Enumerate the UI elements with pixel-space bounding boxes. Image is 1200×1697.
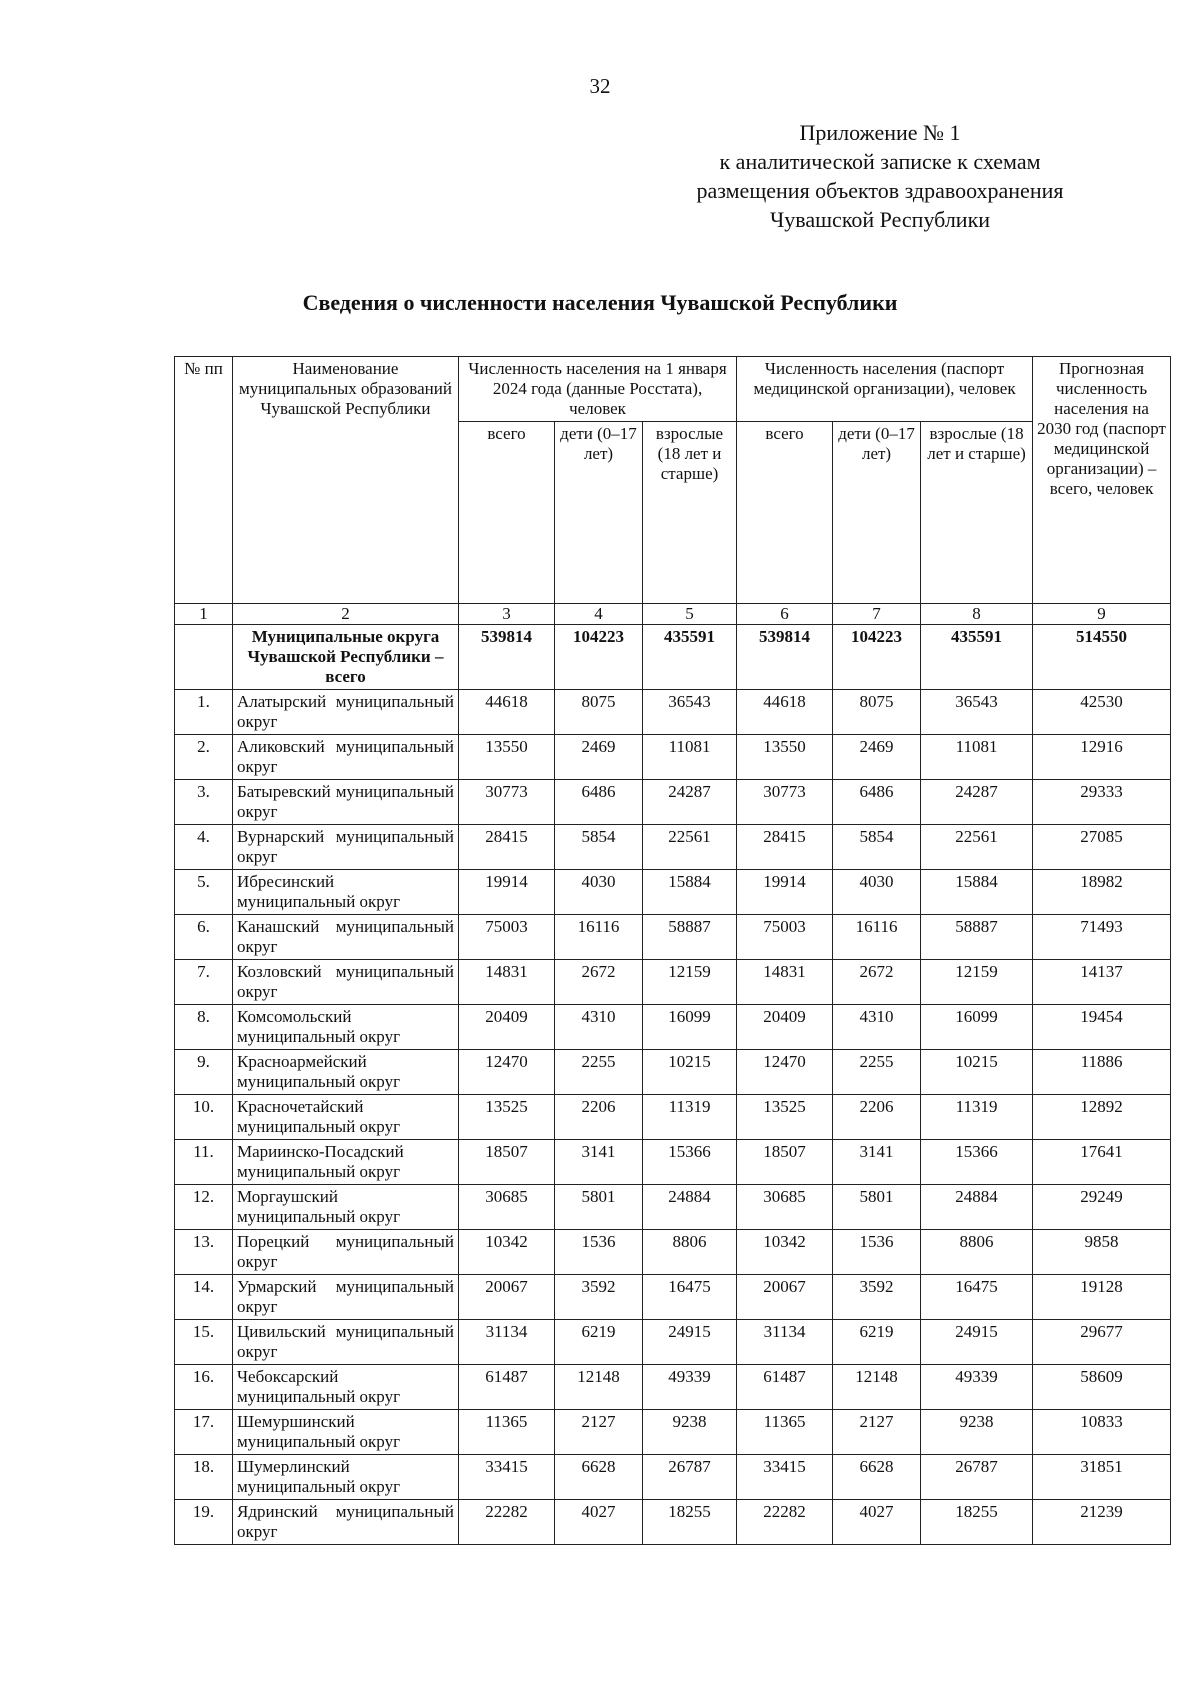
population-value: 49339 [921, 1365, 1033, 1410]
row-number: 18. [175, 1455, 233, 1500]
population-value: 11365 [737, 1410, 833, 1455]
appendix-line: размещения объектов здравоохранения [696, 178, 1064, 203]
district-name: Урмарский муниципальный округ [233, 1275, 459, 1320]
population-value: 5801 [833, 1185, 921, 1230]
row-number: 4. [175, 825, 233, 870]
population-value: 22561 [921, 825, 1033, 870]
table-row [175, 1410, 1171, 1455]
row-number: 12. [175, 1185, 233, 1230]
population-value: 10342 [459, 1230, 555, 1275]
population-value: 28415 [737, 825, 833, 870]
population-value: 6628 [833, 1455, 921, 1500]
district-name: Моргаушский муниципальный округ [233, 1185, 459, 1230]
population-value: 8075 [555, 690, 643, 735]
population-value: 49339 [643, 1365, 737, 1410]
population-value: 12148 [555, 1365, 643, 1410]
population-value: 10215 [643, 1050, 737, 1095]
row-number: 3. [175, 780, 233, 825]
population-value: 19914 [737, 870, 833, 915]
population-value: 11365 [459, 1410, 555, 1455]
population-value: 6219 [555, 1320, 643, 1365]
population-value: 3141 [833, 1140, 921, 1185]
population-value: 18255 [643, 1500, 737, 1545]
total-row [175, 625, 1171, 690]
total-row-value: 435591 [921, 625, 1033, 690]
district-name: Вурнарский муниципальный округ [233, 825, 459, 870]
population-value: 61487 [737, 1365, 833, 1410]
district-name: Красноармейский муниципальный округ [233, 1050, 459, 1095]
population-value: 24884 [643, 1185, 737, 1230]
total-row-value: 104223 [833, 625, 921, 690]
population-value: 24884 [921, 1185, 1033, 1230]
table-row [175, 1500, 1171, 1545]
header-total-rosstat: всего [459, 422, 555, 604]
row-number: 17. [175, 1410, 233, 1455]
population-value: 24287 [643, 780, 737, 825]
population-value: 13525 [459, 1095, 555, 1140]
row-number: 14. [175, 1275, 233, 1320]
row-number: 11. [175, 1140, 233, 1185]
population-value: 22282 [459, 1500, 555, 1545]
population-value: 71493 [1033, 915, 1171, 960]
column-number: 8 [921, 604, 1033, 625]
population-value: 2127 [833, 1410, 921, 1455]
table-row [175, 825, 1171, 870]
population-value: 28415 [459, 825, 555, 870]
population-value: 27085 [1033, 825, 1171, 870]
table-row [175, 1140, 1171, 1185]
district-name: Аликовский муниципальный округ [233, 735, 459, 780]
total-row-value: 514550 [1033, 625, 1171, 690]
population-value: 20067 [737, 1275, 833, 1320]
column-number: 3 [459, 604, 555, 625]
population-value: 12892 [1033, 1095, 1171, 1140]
table-row [175, 690, 1171, 735]
table-row [175, 1455, 1171, 1500]
population-value: 16116 [833, 915, 921, 960]
table-row [175, 1185, 1171, 1230]
population-value: 11081 [921, 735, 1033, 780]
population-value: 9238 [643, 1410, 737, 1455]
population-value: 6628 [555, 1455, 643, 1500]
population-value: 2127 [555, 1410, 643, 1455]
population-value: 4310 [555, 1005, 643, 1050]
population-value: 15884 [643, 870, 737, 915]
row-number: 13. [175, 1230, 233, 1275]
population-value: 18255 [921, 1500, 1033, 1545]
header-no: № пп [175, 357, 233, 604]
population-value: 18507 [737, 1140, 833, 1185]
population-value: 11319 [643, 1095, 737, 1140]
population-value: 8806 [643, 1230, 737, 1275]
population-value: 31134 [459, 1320, 555, 1365]
district-name: Порецкий муниципальный округ [233, 1230, 459, 1275]
header-children-passport: дети (0–17 лет) [833, 422, 921, 604]
population-value: 31851 [1033, 1455, 1171, 1500]
table-row [175, 1320, 1171, 1365]
district-name: Красночетайский муниципальный округ [233, 1095, 459, 1140]
header-children-rosstat: дети (0–17 лет) [555, 422, 643, 604]
population-value: 4027 [833, 1500, 921, 1545]
population-value: 31134 [737, 1320, 833, 1365]
district-name: Чебоксарский муниципальный округ [233, 1365, 459, 1410]
total-row-value: 104223 [555, 625, 643, 690]
population-value: 6486 [555, 780, 643, 825]
population-value: 3592 [833, 1275, 921, 1320]
table-row [175, 870, 1171, 915]
table-row [175, 1365, 1171, 1410]
population-value: 33415 [459, 1455, 555, 1500]
table-row [175, 1230, 1171, 1275]
population-value: 2206 [833, 1095, 921, 1140]
population-value: 2672 [555, 960, 643, 1005]
table-row [175, 735, 1171, 780]
column-number: 4 [555, 604, 643, 625]
population-value: 22561 [643, 825, 737, 870]
page-number: 32 [589, 74, 611, 98]
population-value: 15366 [921, 1140, 1033, 1185]
population-value: 18982 [1033, 870, 1171, 915]
population-value: 13550 [459, 735, 555, 780]
row-number: 8. [175, 1005, 233, 1050]
header-adults-passport: взрослые (18 лет и старше) [921, 422, 1033, 604]
population-value: 4030 [833, 870, 921, 915]
population-value: 2672 [833, 960, 921, 1005]
row-number: 1. [175, 690, 233, 735]
population-value: 11081 [643, 735, 737, 780]
population-value: 14831 [459, 960, 555, 1005]
row-number: 7. [175, 960, 233, 1005]
table-body [175, 604, 1171, 1545]
population-value: 5854 [833, 825, 921, 870]
row-number: 16. [175, 1365, 233, 1410]
population-value: 75003 [737, 915, 833, 960]
header-total-passport: всего [737, 422, 833, 604]
population-value: 16475 [643, 1275, 737, 1320]
row-number: 2. [175, 735, 233, 780]
row-number: 15. [175, 1320, 233, 1365]
population-value: 13550 [737, 735, 833, 780]
population-value: 4027 [555, 1500, 643, 1545]
population-value: 5801 [555, 1185, 643, 1230]
population-value: 12148 [833, 1365, 921, 1410]
population-value: 16475 [921, 1275, 1033, 1320]
population-value: 22282 [737, 1500, 833, 1545]
population-value: 19914 [459, 870, 555, 915]
row-number: 9. [175, 1050, 233, 1095]
population-value: 19128 [1033, 1275, 1171, 1320]
appendix-header [640, 118, 1120, 234]
table-row [175, 1005, 1171, 1050]
header-forecast: Прогнозная численность населения на 2030 год (паспорт медицинской организации) – всего, человек [1033, 357, 1171, 604]
row-number: 5. [175, 870, 233, 915]
population-value: 44618 [459, 690, 555, 735]
column-number: 1 [175, 604, 233, 625]
population-value: 11886 [1033, 1050, 1171, 1095]
population-value: 2206 [555, 1095, 643, 1140]
table-row [175, 960, 1171, 1005]
population-value: 6219 [833, 1320, 921, 1365]
population-value: 14831 [737, 960, 833, 1005]
population-value: 18507 [459, 1140, 555, 1185]
total-row-name: Муниципальные округа Чувашской Республики – всего [233, 625, 459, 690]
population-value: 30773 [459, 780, 555, 825]
population-value: 5854 [555, 825, 643, 870]
population-value: 16116 [555, 915, 643, 960]
population-value: 3141 [555, 1140, 643, 1185]
district-name: Шемуршинский муниципальный округ [233, 1410, 459, 1455]
population-value: 24915 [921, 1320, 1033, 1365]
row-number: 10. [175, 1095, 233, 1140]
column-number-row [175, 604, 1171, 625]
table-row [175, 780, 1171, 825]
population-value: 29333 [1033, 780, 1171, 825]
district-name: Цивильский муниципальный округ [233, 1320, 459, 1365]
population-value: 17641 [1033, 1140, 1171, 1185]
population-value: 24287 [921, 780, 1033, 825]
population-value: 19454 [1033, 1005, 1171, 1050]
population-value: 20067 [459, 1275, 555, 1320]
header-adults-rosstat: взрослые (18 лет и старше) [643, 422, 737, 604]
column-number: 5 [643, 604, 737, 625]
population-value: 30685 [459, 1185, 555, 1230]
population-value: 12159 [921, 960, 1033, 1005]
population-value: 14137 [1033, 960, 1171, 1005]
population-value: 61487 [459, 1365, 555, 1410]
population-value: 44618 [737, 690, 833, 735]
population-value: 29249 [1033, 1185, 1171, 1230]
population-value: 26787 [643, 1455, 737, 1500]
district-name: Алатырский муниципальный округ [233, 690, 459, 735]
header-name: Наименование муниципальных образований Чувашской Республики [233, 357, 459, 604]
population-value: 12159 [643, 960, 737, 1005]
population-value: 15884 [921, 870, 1033, 915]
population-value: 9238 [921, 1410, 1033, 1455]
column-number: 7 [833, 604, 921, 625]
population-value: 2469 [833, 735, 921, 780]
district-name: Ибресинский муниципальный округ [233, 870, 459, 915]
population-value: 4030 [555, 870, 643, 915]
header-passport-group: Численность населения (паспорт медицинской организации), человек [737, 357, 1033, 422]
district-name: Канашский муниципальный округ [233, 915, 459, 960]
population-value: 12916 [1033, 735, 1171, 780]
column-number: 2 [233, 604, 459, 625]
population-value: 75003 [459, 915, 555, 960]
district-name: Ядринский муниципальный округ [233, 1500, 459, 1545]
population-value: 24915 [643, 1320, 737, 1365]
population-value: 9858 [1033, 1230, 1171, 1275]
population-value: 26787 [921, 1455, 1033, 1500]
population-value: 2255 [555, 1050, 643, 1095]
appendix-line: к аналитической записке к схемам [719, 149, 1041, 174]
district-name: Шумерлинский муниципальный округ [233, 1455, 459, 1500]
population-value: 30685 [737, 1185, 833, 1230]
population-value: 21239 [1033, 1500, 1171, 1545]
population-value: 33415 [737, 1455, 833, 1500]
header-rosstat-group: Численность населения на 1 января 2024 года (данные Росстата), человек [459, 357, 737, 422]
population-value: 10833 [1033, 1410, 1171, 1455]
population-value: 10215 [921, 1050, 1033, 1095]
appendix-line: Приложение № 1 [799, 120, 961, 145]
population-value: 10342 [737, 1230, 833, 1275]
appendix-line: Чувашской Республики [769, 207, 991, 232]
population-value: 1536 [833, 1230, 921, 1275]
population-value: 58609 [1033, 1365, 1171, 1410]
document-title: Сведения о численности населения Чувашской Республики [302, 290, 898, 315]
population-value: 58887 [921, 915, 1033, 960]
population-value: 12470 [459, 1050, 555, 1095]
row-number: 6. [175, 915, 233, 960]
population-value: 30773 [737, 780, 833, 825]
population-value: 4310 [833, 1005, 921, 1050]
population-value: 36543 [921, 690, 1033, 735]
population-value: 1536 [555, 1230, 643, 1275]
district-name: Мариинско-Посадский муниципальный округ [233, 1140, 459, 1185]
population-value: 15366 [643, 1140, 737, 1185]
population-value: 29677 [1033, 1320, 1171, 1365]
population-value: 2469 [555, 735, 643, 780]
total-row-no [175, 625, 233, 690]
population-value: 8806 [921, 1230, 1033, 1275]
population-value: 20409 [737, 1005, 833, 1050]
total-row-value: 435591 [643, 625, 737, 690]
population-value: 58887 [643, 915, 737, 960]
population-value: 8075 [833, 690, 921, 735]
table-row [175, 1050, 1171, 1095]
table-row [175, 1095, 1171, 1140]
population-value: 13525 [737, 1095, 833, 1140]
population-value: 12470 [737, 1050, 833, 1095]
total-row-value: 539814 [737, 625, 833, 690]
total-row-value: 539814 [459, 625, 555, 690]
column-number: 9 [1033, 604, 1171, 625]
population-value: 11319 [921, 1095, 1033, 1140]
header-row [175, 357, 1171, 422]
district-name: Комсомольский муниципальный округ [233, 1005, 459, 1050]
population-value: 3592 [555, 1275, 643, 1320]
population-value: 16099 [921, 1005, 1033, 1050]
district-name: Козловский муниципальный округ [233, 960, 459, 1005]
population-value: 6486 [833, 780, 921, 825]
population-value: 20409 [459, 1005, 555, 1050]
district-name: Батыревский муниципальный округ [233, 780, 459, 825]
row-number: 19. [175, 1500, 233, 1545]
table-row [175, 1275, 1171, 1320]
column-number: 6 [737, 604, 833, 625]
population-value: 16099 [643, 1005, 737, 1050]
population-table [174, 356, 1171, 1545]
population-value: 36543 [643, 690, 737, 735]
population-value: 42530 [1033, 690, 1171, 735]
table-row [175, 915, 1171, 960]
population-value: 2255 [833, 1050, 921, 1095]
